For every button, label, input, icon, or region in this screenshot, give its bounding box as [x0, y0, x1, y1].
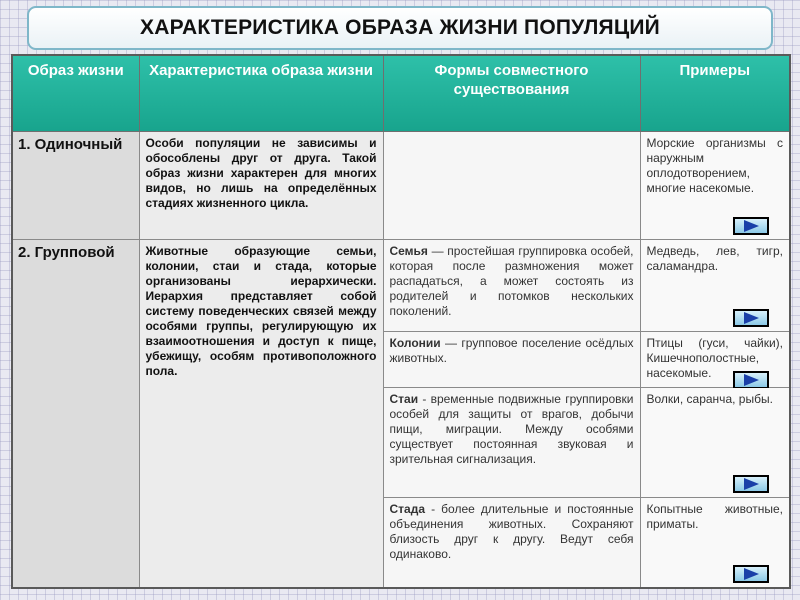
description-text: Животные образующие семьи, колонии, стаи и стада, которые организованы иерархически. Иерархия представляет собой систему поведенческих связей между особями группы, регулирующую их взаимоотношения и доступ к пище, убежищу, особям противоположного пола.: [145, 244, 377, 378]
play-button[interactable]: [733, 475, 769, 493]
play-button[interactable]: [733, 371, 769, 389]
cell-form-flocks: [383, 388, 640, 498]
example-text: Медведь, лев, тигр, саламандра.: [646, 244, 783, 273]
form-term: Колонии: [389, 336, 441, 350]
cell-type-group: 2. Групповой: [12, 240, 139, 588]
form-text: - временные подвижные группировки особей для защиты от врагов, добычи пищи, миграции. Между особями существует постоянная звуковая и зрительная сигнализация.: [389, 392, 634, 466]
play-arrow-icon: [741, 567, 761, 581]
description-text: Особи популяции не зависимы и обособлены друг от друга. Такой образ жизни характерен для многих видов, но лишь на определённых стадиях жизненного цикла.: [145, 136, 377, 210]
play-button[interactable]: [733, 565, 769, 583]
cell-example-solitary: [640, 132, 790, 240]
play-arrow-icon: [741, 373, 761, 387]
cell-form-herds: [383, 498, 640, 588]
cell-example-flocks: [640, 388, 790, 498]
play-arrow-icon: [741, 311, 761, 325]
example-text: Птицы (гуси, чайки), Кишечнополостные, насекомые.: [646, 336, 783, 380]
example-text: Морские организмы с наружным оплодотворением, многие насекомые.: [646, 136, 783, 195]
table-row-solitary: [12, 132, 790, 240]
play-button[interactable]: [733, 217, 769, 235]
table-row-family: [12, 240, 790, 332]
cell-form-solitary: [383, 132, 640, 240]
cell-example-family: [640, 240, 790, 332]
example-text: Копытные животные, приматы.: [646, 502, 783, 531]
form-term: Семья: [389, 244, 428, 258]
page-title: ХАРАКТЕРИСТИКА ОБРАЗА ЖИЗНИ ПОПУЛЯЦИЙ: [27, 6, 773, 50]
header-characteristic: Характеристика образа жизни: [139, 55, 383, 132]
cell-example-colonies: [640, 332, 790, 388]
cell-description-group: [139, 240, 383, 588]
form-text: - более длительные и постоянные объединения животных. Сохраняют близость друг к другу. Ведут себя одинаково.: [389, 502, 634, 561]
table-header-row: [12, 55, 790, 132]
cell-type-solitary: 1. Одиночный: [12, 132, 139, 240]
cell-description-solitary: [139, 132, 383, 240]
population-lifestyle-table: [11, 54, 791, 589]
form-text: — групповое поселение осёдлых животных.: [389, 336, 634, 365]
example-text: Волки, саранча, рыбы.: [646, 392, 773, 406]
header-examples: Примеры: [640, 55, 790, 132]
form-text: — простейшая группировка особей, которая после размножения может распадаться, а может состоять из родителей и потомков нескольких поколений.: [389, 244, 634, 318]
play-arrow-icon: [741, 477, 761, 491]
header-forms: Формы совместного существования: [383, 55, 640, 132]
cell-form-family: [383, 240, 640, 332]
cell-example-herds: [640, 498, 790, 588]
header-lifestyle: Образ жизни: [12, 55, 139, 132]
form-term: Стада: [389, 502, 426, 516]
play-arrow-icon: [741, 219, 761, 233]
play-button[interactable]: [733, 309, 769, 327]
form-term: Стаи: [389, 392, 419, 406]
cell-form-colonies: [383, 332, 640, 388]
